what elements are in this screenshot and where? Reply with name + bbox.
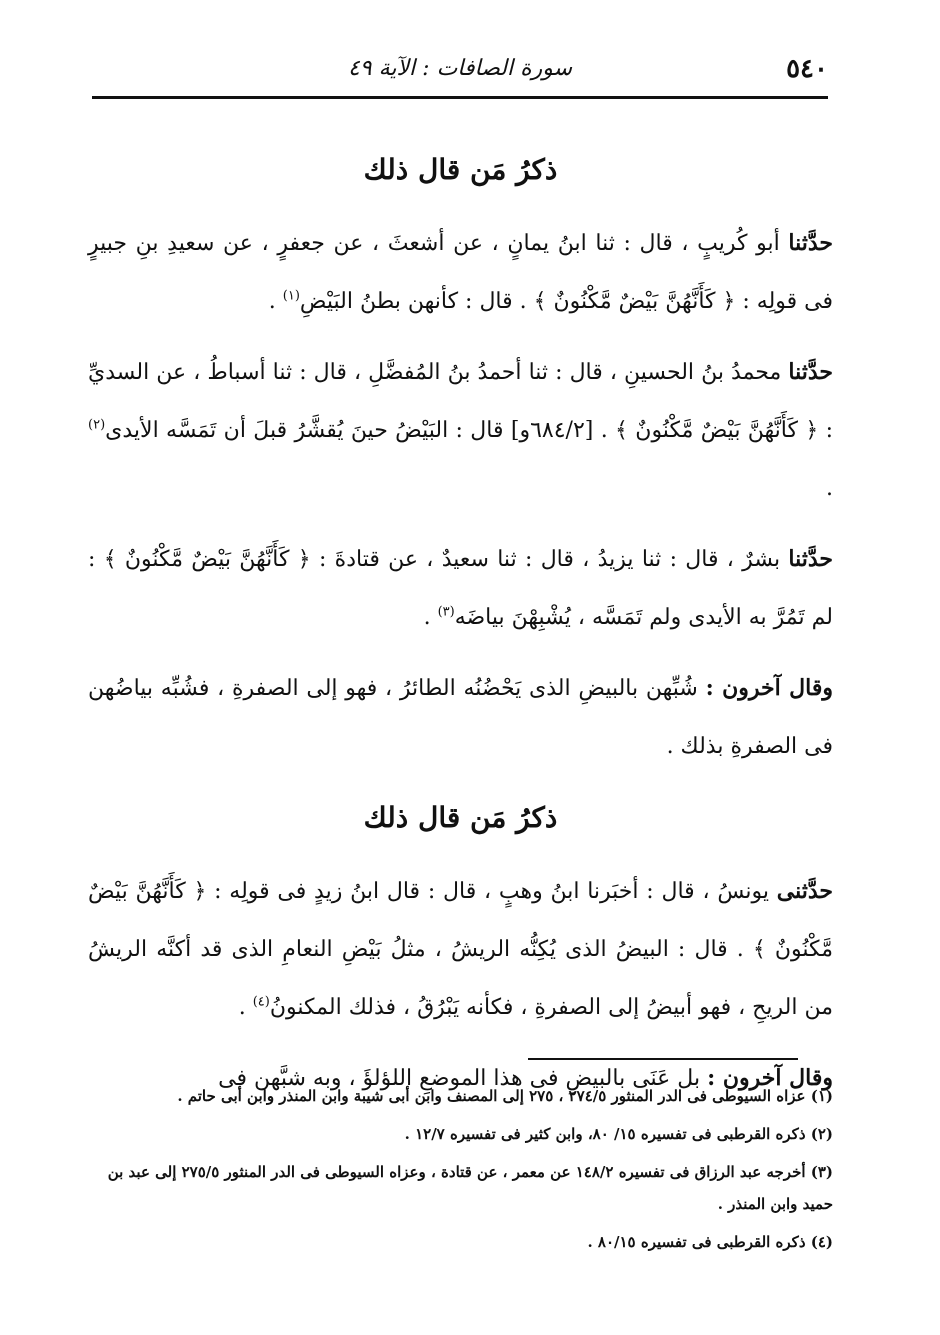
footnote-separator: [528, 1058, 798, 1060]
paragraph-text: بل عَنَى بالبيضِ فى هذا الموضعِ اللؤلؤَ ، وبه شبَّهن فى: [218, 1066, 701, 1091]
paragraph: [88, 862, 833, 1037]
footnote-ref: (٢): [88, 417, 106, 433]
paragraph: [88, 530, 833, 647]
section-heading: ذكرُ مَن قال ذلك: [363, 153, 558, 186]
section-heading: ذكرُ مَن قال ذلك: [363, 801, 558, 834]
paragraph-text: بشرٌ ، قال : ثنا يزيدُ ، قال : ثنا سعيدٌ ، عن قتادةَ : ﴿ كَأَنَّهُنَّ بَيْضٌ مَّكْنُونٌ ﴾ : لم تَمُرَّ به الأيدى ولم تَمَسَّه ، يُشْبِهْنَ بياضَه: [88, 547, 833, 630]
main-text: [88, 140, 833, 1120]
paragraph-lead: حدَّثنا: [788, 546, 833, 572]
paragraph-end: .: [423, 605, 438, 630]
paragraph: [88, 214, 833, 331]
footnote-ref: (٣): [437, 604, 455, 620]
footnote: (٣) أخرجه عبد الرزاق فى تفسيره ١٤٨/٢ عن معمر ، عن قتادة ، وعزاه السيوطى فى الدر المنثور ٢٧٥/٥ إلى عبد بن حميد وابن المنذر .: [107, 1163, 833, 1213]
paragraph-text: يونسُ ، قال : أخبَرنا ابنُ وهبٍ ، قال : قال ابنُ زيدٍ فى قولِه : ﴿ كَأَنَّهُنَّ بَيْضٌ مَّكْنُونٌ ﴾ . قال : البيضُ الذى يُكِنُّه الريشُ ، مثلُ بَيْضِ النعامِ الذى قد أكنَّه الريشُ من الريحِ ، فهو أبيضُ إلى الصفرةِ ، فكأنه يَبْرُقُ ، فذلك المكنونُ: [88, 879, 833, 1020]
paragraph-end: .: [268, 289, 283, 314]
footnote: (٤) ذكره القرطبى فى تفسيره ٨٠/١٥ .: [587, 1233, 833, 1251]
footnote-ref: (٤): [252, 994, 270, 1010]
paragraph: [88, 659, 833, 776]
paragraph-end: .: [826, 476, 833, 501]
paragraph-end: .: [238, 995, 253, 1020]
paragraph-text: شُبِّهن بالبيضِ الذى يَحْضُنُه الطائرُ ، فهو إلى الصفرةِ ، فشُبِّه بياضُهن فى الصفرةِ بذلك .: [88, 676, 833, 759]
paragraph: [88, 343, 833, 518]
paragraph-text: أبو كُريبٍ ، قال : ثنا ابنُ يمانٍ ، عن أشعثَ ، عن جعفرٍ ، عن سعيدِ بنِ جبيرٍ فى قولِه : ﴿ كَأَنَّهُنَّ بَيْضٌ مَّكْنُونٌ ﴾ . قال : كأنهن بطنُ البَيْضِ: [88, 231, 833, 314]
paragraph-text: محمدُ بنُ الحسينِ ، قال : ثنا أحمدُ بنُ المُفضَّلِ ، قال : ثنا أسباطُ ، عن السديِّ : ﴿ كَأَنَّهُنَّ بَيْضٌ مَّكْنُونٌ ﴾ . [٦٨٤/٢و] قال : البَيْضُ حينَ يُقشَّرُ قبلَ أن تَمَسَّه الأيدى: [88, 360, 833, 443]
paragraph-lead: وقال آخرون :: [705, 675, 833, 701]
page-header: [92, 50, 828, 99]
footnotes: [88, 1080, 833, 1264]
running-head: سورة الصافات : الآية ٤٩: [347, 56, 573, 81]
paragraph-lead: حدَّثنى: [776, 878, 834, 904]
footnote-ref: (١): [282, 288, 300, 304]
footnote: (١) عزاه السيوطى فى الدر المنثور ٢٧٤/٥ ، ٢٧٥ إلى المصنف وابن أبى شيبة وابن المنذر وابن أبى حاتم .: [177, 1087, 833, 1105]
page-number: ٥٤٠: [786, 54, 828, 84]
paragraph-lead: حدَّثنا: [788, 230, 834, 256]
paragraph-lead: وقال آخرون :: [707, 1065, 833, 1091]
footnote: (٢) ذكره القرطبى فى تفسيره ١٥/ ٨٠، وابن كثير فى تفسيره ١٢/٧ .: [404, 1125, 833, 1143]
paragraph-lead: حدَّثنا: [788, 359, 833, 385]
